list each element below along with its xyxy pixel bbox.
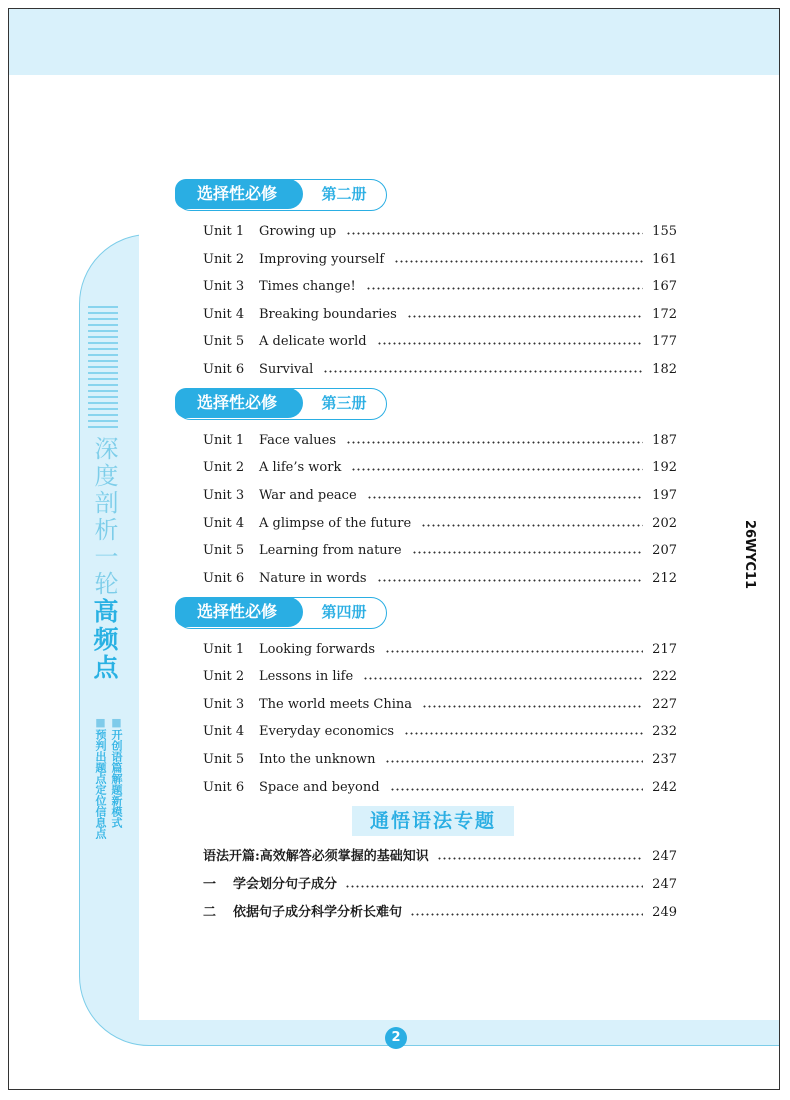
toc-entry[interactable] — [203, 359, 677, 377]
page-ref: 207 — [652, 543, 677, 558]
toc-entry[interactable] — [203, 276, 677, 294]
toc-entry[interactable] — [203, 221, 677, 239]
page-ref: 242 — [652, 780, 677, 795]
page-ref: 167 — [652, 279, 677, 294]
unit-number: Unit 4 — [203, 307, 245, 322]
dot-leader — [422, 704, 643, 709]
unit-title: Nature in words — [259, 571, 367, 586]
series-title — [84, 436, 124, 682]
section-label: 选择性必修 — [175, 388, 303, 418]
unit-title: Into the unknown — [259, 752, 376, 767]
page-ref: 232 — [652, 724, 677, 739]
dot-leader — [367, 495, 643, 500]
dot-leader — [421, 523, 643, 528]
series-title-bold: 高频点 — [90, 598, 119, 682]
series-subtitle-2 — [93, 716, 107, 839]
unit-title: Face values — [259, 433, 336, 448]
page-ref: 161 — [652, 252, 677, 267]
toc-entry[interactable] — [203, 485, 677, 503]
unit-title: Times change! — [259, 279, 356, 294]
side-code: 26WYC11 — [742, 520, 757, 590]
unit-title: Improving yourself — [259, 252, 385, 267]
toc-entry[interactable] — [203, 639, 677, 657]
page-ref: 197 — [652, 488, 677, 503]
unit-number: Unit 6 — [203, 362, 245, 377]
dot-leader — [323, 369, 643, 374]
bullet-square-icon: ■ — [94, 716, 107, 729]
grammar-entry-number: 一 — [203, 877, 217, 892]
section-volume: 第三册 — [321, 394, 367, 412]
page-ref: 217 — [652, 642, 677, 657]
unit-title: Lessons in life — [259, 669, 354, 684]
unit-number: Unit 4 — [203, 516, 245, 531]
dot-leader — [366, 286, 643, 291]
unit-title: A glimpse of the future — [259, 516, 412, 531]
unit-title: Everyday economics — [259, 724, 395, 739]
unit-number: Unit 4 — [203, 724, 245, 739]
dot-leader — [377, 578, 643, 583]
toc-entry[interactable] — [203, 331, 677, 349]
section-volume: 第二册 — [321, 185, 367, 203]
toc-entry[interactable] — [203, 694, 677, 712]
unit-title: Growing up — [259, 224, 337, 239]
unit-number: Unit 3 — [203, 279, 245, 294]
unit-title: Looking forwards — [259, 642, 376, 657]
toc-entry[interactable] — [203, 513, 677, 531]
bottom-band — [139, 1020, 780, 1042]
dot-leader — [363, 676, 643, 681]
page-ref: 182 — [652, 362, 677, 377]
page-ref: 155 — [652, 224, 677, 239]
unit-title: A delicate world — [259, 334, 367, 349]
grammar-entry[interactable] — [203, 846, 677, 864]
page-number-badge: 2 — [385, 1027, 407, 1049]
page-ref: 172 — [652, 307, 677, 322]
unit-title: A life’s work — [259, 460, 342, 475]
dot-leader — [351, 467, 643, 472]
series-subtitle-1 — [109, 716, 123, 828]
dot-leader — [346, 440, 643, 445]
page-ref: 177 — [652, 334, 677, 349]
unit-number: Unit 1 — [203, 642, 245, 657]
toc-entry[interactable] — [203, 777, 677, 795]
page-ref: 202 — [652, 516, 677, 531]
grammar-entry-title: 语法开篇:高效解答必须掌握的基础知识 — [203, 849, 429, 864]
section-header-vol2 — [175, 179, 387, 211]
toc-entry[interactable] — [203, 304, 677, 322]
page-ref: 237 — [652, 752, 677, 767]
section-header-vol3 — [175, 388, 387, 420]
dot-leader — [345, 884, 643, 889]
section-header-vol4 — [175, 597, 387, 629]
unit-title: Space and beyond — [259, 780, 380, 795]
unit-number: Unit 5 — [203, 543, 245, 558]
toc-entry[interactable] — [203, 568, 677, 586]
page-ref: 212 — [652, 571, 677, 586]
dot-leader — [407, 314, 643, 319]
page-ref: 227 — [652, 697, 677, 712]
unit-number: Unit 6 — [203, 571, 245, 586]
dot-leader — [346, 231, 643, 236]
grammar-entry-title: 依据句子成分科学分析长难句 — [233, 905, 403, 920]
unit-number: Unit 1 — [203, 224, 245, 239]
toc-entry[interactable] — [203, 249, 677, 267]
decorative-stripes — [88, 306, 118, 430]
page-ref: 247 — [652, 849, 677, 864]
page-ref: 187 — [652, 433, 677, 448]
toc-entry[interactable] — [203, 749, 677, 767]
top-band — [9, 9, 780, 75]
series-title-light: 深度剖析一轮 — [90, 436, 118, 598]
grammar-entry-number: 二 — [203, 905, 217, 920]
unit-number: Unit 2 — [203, 252, 245, 267]
toc-entry[interactable] — [203, 540, 677, 558]
unit-number: Unit 2 — [203, 669, 245, 684]
dot-leader — [437, 856, 643, 861]
dot-leader — [385, 649, 643, 654]
unit-title: Breaking boundaries — [259, 307, 397, 322]
dot-leader — [410, 912, 643, 917]
toc-entry[interactable] — [203, 721, 677, 739]
dot-leader — [394, 259, 643, 264]
grammar-section-title: 通悟语法专题 — [352, 806, 514, 836]
unit-number: Unit 2 — [203, 460, 245, 475]
section-label: 选择性必修 — [175, 597, 303, 627]
grammar-entry-title: 学会划分句子成分 — [233, 877, 338, 892]
dot-leader — [377, 341, 643, 346]
unit-title: War and peace — [259, 488, 357, 503]
section-label: 选择性必修 — [175, 179, 303, 209]
grammar-entry[interactable] — [203, 902, 677, 920]
series-subtitle-1-text: 开创语篇解题新模式 — [110, 729, 123, 828]
unit-title: Survival — [259, 362, 314, 377]
dot-leader — [390, 787, 643, 792]
grammar-entry[interactable] — [203, 874, 677, 892]
page-ref: 249 — [652, 905, 677, 920]
toc-entry[interactable] — [203, 666, 677, 684]
unit-title: The world meets China — [259, 697, 412, 712]
unit-number: Unit 1 — [203, 433, 245, 448]
unit-number: Unit 5 — [203, 752, 245, 767]
page-ref: 247 — [652, 877, 677, 892]
section-volume: 第四册 — [321, 603, 367, 621]
unit-title: Learning from nature — [259, 543, 402, 558]
toc-entry[interactable] — [203, 430, 677, 448]
dot-leader — [404, 731, 643, 736]
page-ref: 222 — [652, 669, 677, 684]
dot-leader — [385, 759, 643, 764]
unit-number: Unit 6 — [203, 780, 245, 795]
unit-number: Unit 3 — [203, 697, 245, 712]
bullet-square-icon: ■ — [110, 716, 123, 729]
page-ref: 192 — [652, 460, 677, 475]
dot-leader — [412, 550, 643, 555]
unit-number: Unit 3 — [203, 488, 245, 503]
unit-number: Unit 5 — [203, 334, 245, 349]
toc-entry[interactable] — [203, 457, 677, 475]
series-subtitle-2-text: 预判出题点定位信息点 — [94, 729, 107, 839]
